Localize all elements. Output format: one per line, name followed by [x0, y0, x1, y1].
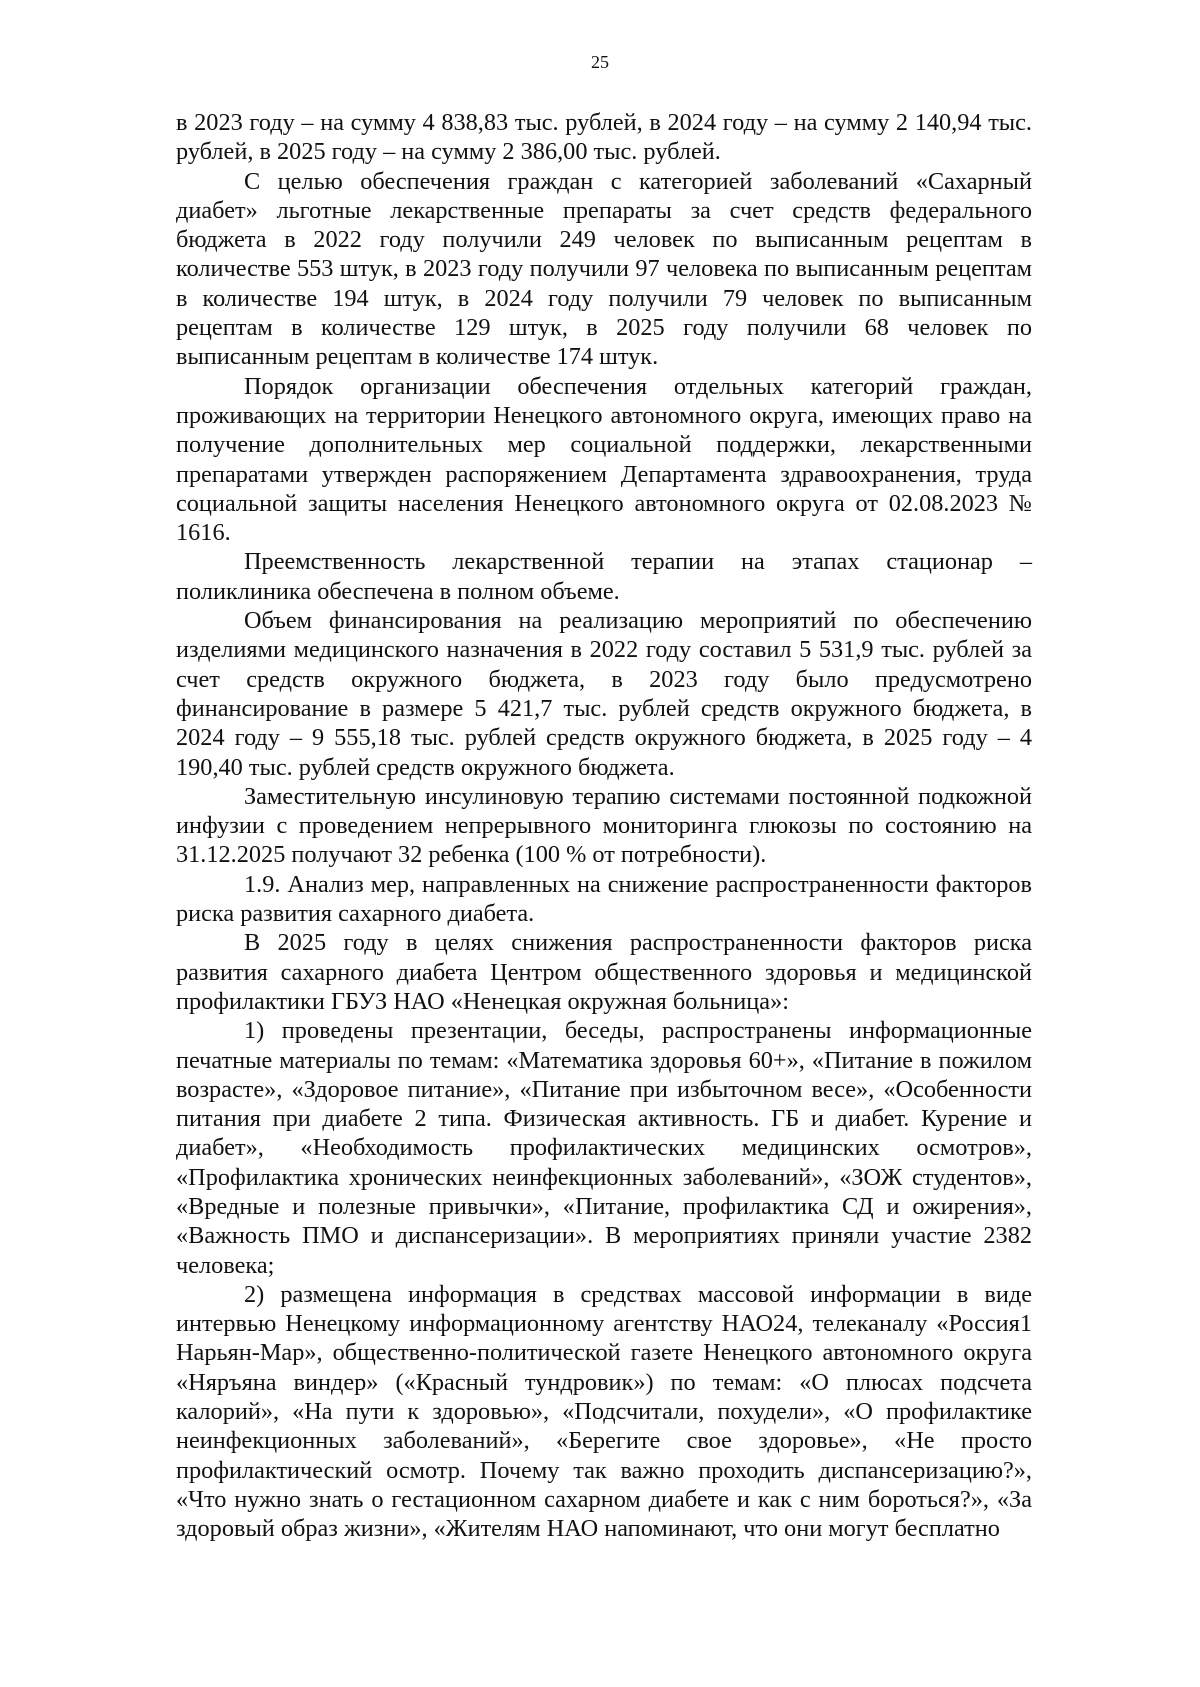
paragraph-financing-volume: Объем финансирования на реализацию мероприятий по обеспечению изделиями медицинского назначения в 2022 году составил 5 531,9 тыс. рублей за счет средств окружного бюджета, в 2023 году было предусмотрено финансирование в размере 5 421,7 тыс. рублей средств окружного бюджета, в 2024 году – 9 555,18 тыс. рублей средств окружного бюджета, в 2025 году – 4 190,40 тыс. рублей средств окружного бюджета.	[176, 607, 1032, 781]
list-item-1-presentations: 1) проведены презентации, беседы, распространены информационные печатные материалы по темам: «Математика здоровья 60+», «Питание в пожилом возрасте», «Здоровое питание», «Питание при избыточном весе», «Особенности питания при диабете 2 типа. Физическая активность. ГБ и диабет. Курение и диабет», «Необходимость профилактических медицинских осмотров», «Профилактика хронических неинфекционных заболеваний», «ЗОЖ студентов», «Вредные и полезные привычки», «Питание, профилактика СД и ожирения», «Важность ПМО и диспансеризации». В мероприятиях приняли участие 2382 человека;	[176, 1017, 1032, 1279]
page-number: 25	[591, 52, 609, 72]
paragraph-prevention-intro: В 2025 году в целях снижения распространенности факторов риска развития сахарного диабета Центром общественного здоровья и медицинской профилактики ГБУЗ НАО «Ненецкая окружная больница»:	[176, 929, 1032, 1015]
paragraph-insulin-therapy: Заместительную инсулиновую терапию системами постоянной подкожной инфузии с проведением непрерывного мониторинга глюкозы по состоянию на 31.12.2025 получают 32 ребенка (100 % от потребности).	[176, 782, 1032, 869]
paragraph-therapy-continuity: Преемственность лекарственной терапии на этапах стационар – поликлиника обеспечена в полном объеме.	[176, 548, 1032, 605]
document-body	[176, 108, 1032, 1544]
list-item-2-media: 2) размещена информация в средствах массовой информации в виде интервью Ненецкому информационному агентству НАО24, телеканалу «Россия1 Нарьян-Мар», общественно-политической газете Ненецкого автономного округа «Няръяна виндер» («Красный тундровик») по темам: «О плюсах подсчета калорий», «На пути к здоровью», «Подсчитали, похудели», «О профилактике неинфекционных заболеваний», «Берегите свое здоровье», «Не просто профилактический осмотр. Почему так важно проходить диспансеризацию?», «Что нужно знать о гестационном сахарном диабете и как с ним бороться?», «За здоровый образ жизни», «Жителям НАО напоминают, что они могут бесплатно	[176, 1280, 1032, 1543]
section-heading-1-9: 1.9. Анализ мер, направленных на снижение распространенности факторов риска развития сахарного диабета.	[176, 870, 1032, 928]
paragraph-diabetes-drugs: С целью обеспечения граждан с категорией заболеваний «Сахарный диабет» льготные лекарственные препараты за счет средств федерального бюджета в 2022 году получили 249 человек по выписанным рецептам в количестве 553 штук, в 2023 году получили 97 человека по выписанным рецептам в количестве 194 штук, в 2024 году получили 79 человек по выписанным рецептам в количестве 129 штук, в 2025 году получили 68 человек по выписанным рецептам в количестве 174 штук.	[176, 167, 1032, 371]
paragraph-order-organization: Порядок организации обеспечения отдельных категорий граждан, проживающих на территории Ненецкого автономного округа, имеющих право на получение дополнительных мер социальной поддержки, лекарственными препаратами утвержден распоряжением Департамента здравоохранения, труда социальной защиты населения Ненецкого автономного округа от 02.08.2023 № 1616.	[176, 372, 1032, 547]
paragraph-budget-years: в 2023 году – на сумму 4 838,83 тыс. рублей, в 2024 году – на сумму 2 140,94 тыс. рублей, в 2025 году – на сумму 2 386,00 тыс. рублей.	[176, 109, 1032, 166]
